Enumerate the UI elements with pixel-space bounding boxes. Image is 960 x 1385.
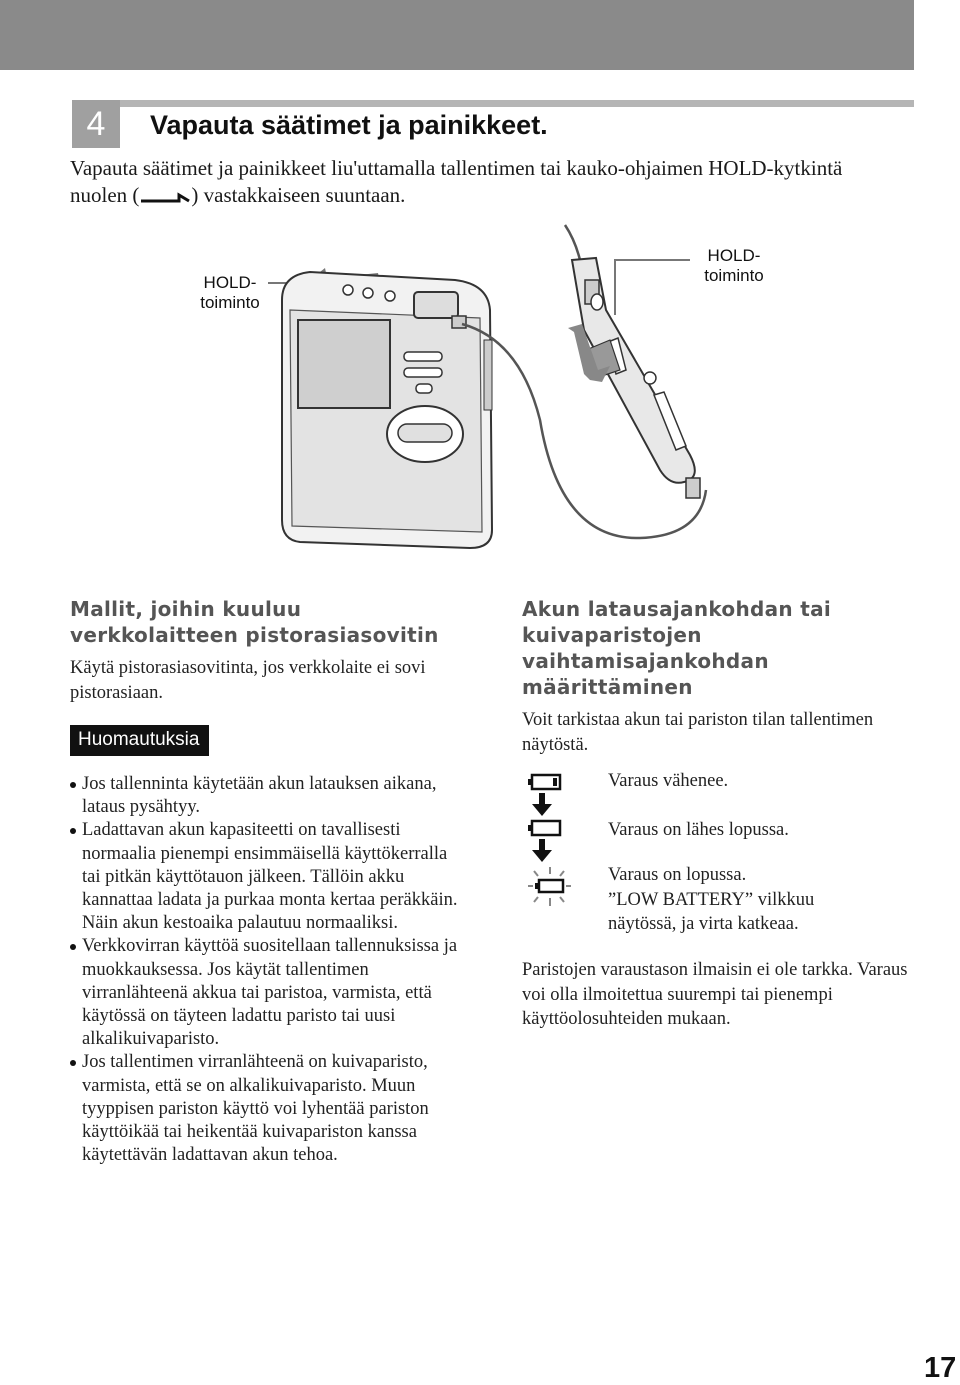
step-instruction [70, 155, 870, 209]
step-title: Vapauta säätimet ja painikkeet. [150, 110, 548, 140]
hold-label-right: HOLD- toiminto [704, 246, 764, 285]
battery-flashing-icon [526, 865, 572, 909]
arrow-down-icon [531, 793, 553, 817]
step-text-after: ) vastakkaiseen suuntaan. [191, 183, 406, 207]
battery-check-intro: Voit tarkistaa akun tai pariston tilan tallentimen näytöstä. [522, 710, 874, 755]
arrow-down-icon [531, 839, 553, 863]
battery-low-icon [528, 773, 562, 791]
hold-label-left: HOLD- toiminto [200, 273, 260, 312]
battery-state-text: Varaus on lähes lopussa. [608, 820, 789, 840]
left-column [70, 596, 470, 1167]
note-item: Ladattavan akun kapasiteetti on tavallisesti normaalia pienempi ensimmäisellä käyttökerralla tai pitkän käyttötauon jälkeen. Tällöin akku kannattaa ladata ja purkaa monta kertaa peräkkäin. Näin akun kestoaika palautuu normaaliksi. [70, 819, 470, 935]
ac-adapter-heading: Mallit, joihin kuuluu verkkolaitteen pistorasiasovitin [70, 597, 439, 647]
note-item: Jos tallentimen virranlähteenä on kuivaparisto, varmista, että se on alkalikuivaparisto. Muun tyyppisen pariston käyttö voi lyhentää pariston käyttöikää tai heikentää kuivapariston kanssa käytettävän ladattavan akun tehoa. [70, 1051, 470, 1167]
page-number: 17 [924, 1352, 957, 1384]
battery-states [522, 773, 922, 958]
hold-arrow-icon [139, 188, 191, 204]
step-text-before: Vapauta säätimet ja painikkeet liu'uttamalla tallentimen tai kauko-ohjaimen HOLD-kytkintä nuolen ( [70, 156, 843, 207]
notes-list [70, 773, 470, 1167]
battery-footer-note: Paristojen varaustason ilmaisin ei ole tarkka. Varaus voi olla ilmoitettua suurempi tai pienempi käyttöolosuhteiden mukaan. [522, 960, 908, 1029]
battery-state-text: Varaus on lopussa. ”LOW BATTERY” vilkkuu näytössä, ja virta katkeaa. [608, 865, 815, 934]
right-column [522, 596, 922, 1032]
recorder-illustration [0, 220, 960, 580]
note-item: Jos tallenninta käytetään akun latauksen aikana, lataus pysähtyy. [70, 773, 470, 819]
battery-empty-icon [528, 819, 562, 837]
battery-check-heading: Akun latausajankohdan tai kuivaparistojen vaihtamisajankohdan määrittäminen [522, 597, 832, 699]
note-item: Verkkovirran käyttöä suositellaan tallennuksissa ja muokkauksessa. Jos käytät tallentimen virranlähteenä akkua tai paristoa, varmista, että käytössä on täyteen ladattu paristo tai uusi alkalikuivaparisto. [70, 935, 470, 1051]
recorder-and-remote-drawing [0, 220, 960, 580]
step-number: 4 [72, 100, 120, 148]
notes-label: Huomautuksia [70, 725, 209, 756]
ac-adapter-intro: Käytä pistorasiasovitinta, jos verkkolaite ei sovi pistorasiaan. [70, 658, 426, 703]
battery-state-text: Varaus vähenee. [608, 771, 729, 791]
step-rule [72, 100, 914, 107]
header-band [0, 0, 914, 70]
